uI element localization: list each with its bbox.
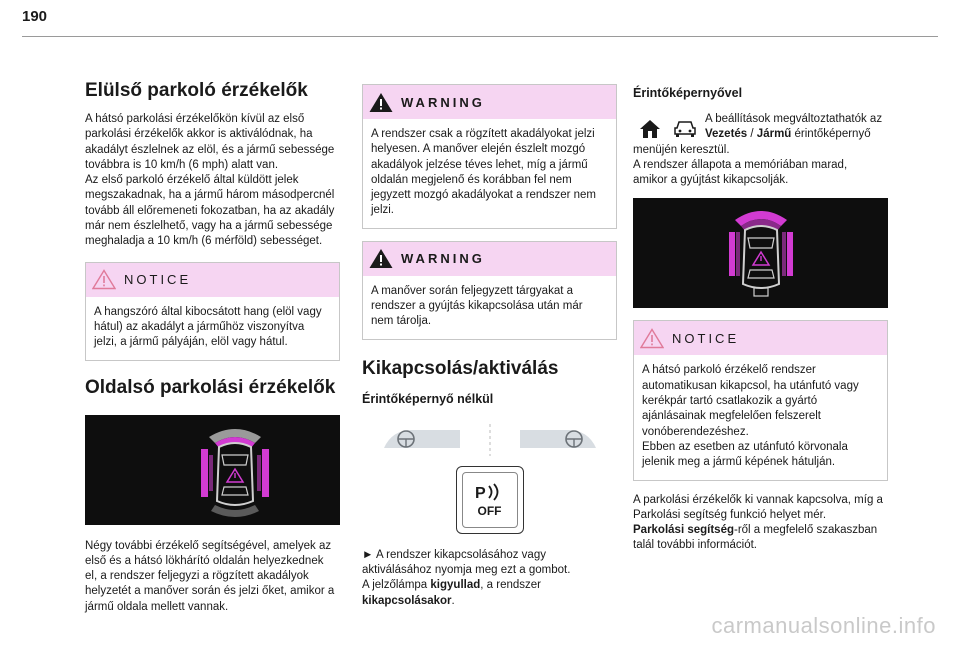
notice-box-2 <box>633 320 888 480</box>
warning-title-2: WARNING <box>401 251 485 267</box>
subheading-touchscreen: Érintőképernyővel <box>633 86 743 100</box>
car-icon <box>673 118 697 138</box>
home-icon <box>639 118 661 140</box>
notice-body: A hangszóró által kibocsátott hang (elöl vagy hátul) az akadályt a járműhöz viszonyítva jelzi, a jármű pályáján, elöl vagy hátul. <box>94 305 322 349</box>
steering-wheel-icons <box>362 424 617 456</box>
watermark: carmanualsonline.info <box>711 613 936 638</box>
svg-text:P: P <box>474 484 486 502</box>
warning-title-1: WARNING <box>401 94 485 110</box>
dashboard-left-icon <box>382 424 462 452</box>
heading-side-sensors: Oldalsó parkolási érzékelők <box>85 376 336 398</box>
divider-icon <box>488 424 492 456</box>
notice-body-2: A hátsó parkoló érzékelő rendszer automatikusan kikapcsol, ha utánfutó vagy kerékpár tartó csatlakozik a gyártó ajánlásainak megfelelően felszerelt vonóberendezéshez. Ebben az esetben az utánfutó körvonala jelenik meg a jármű képének hátulján. <box>642 364 859 469</box>
column-1 <box>85 80 340 615</box>
notice-triangle-icon <box>640 328 664 349</box>
heading-deactivation: Kikapcsolás/aktiválás <box>362 357 559 379</box>
settings-text-top: A beállítások megváltoztathatók az Vezetés / Jármű érintőképernyő <box>705 113 883 141</box>
settings-text: menüjén keresztül. A rendszer állapota a memóriában marad, amikor a gyújtást kikapcsolják. <box>633 143 848 187</box>
warning-triangle-icon <box>369 248 393 269</box>
notice-box-1 <box>85 262 340 361</box>
warning-box-1 <box>362 84 617 229</box>
header-rule <box>22 36 938 37</box>
side-sensors-illustration <box>85 415 340 525</box>
touchscreen-illustration <box>633 198 888 308</box>
car-top-view-icon <box>195 421 275 521</box>
side-sensors-text: Négy további érzékelő segítségével, amelyek az első és a hátsó lökhárító oldalán helyezkednek el, a rendszer feljegyzi a rögzített akadályok helyzetét a manőver során és jelzi őket, amikor a jármű oldala mellett vannak. <box>85 539 335 613</box>
column-2 <box>362 84 617 609</box>
heading-front-sensors: Elülső parkoló érzékelők <box>85 80 308 101</box>
warning-header-1 <box>363 85 616 119</box>
warning-box-2 <box>362 241 617 340</box>
dashboard-right-icon <box>518 424 598 452</box>
notice-title-2: NOTICE <box>672 330 740 346</box>
warning-header-2 <box>363 242 616 276</box>
warning-body-1: A rendszer csak a rögzített akadályokat jelzi helyesen. A manőver elején észlelt mozgó akadályok jelzése téves lehet, míg a jármű oldalán megjelenő és korábban fel nem jegyzett mozgó akadályokat a rendszer nem jelzi. <box>371 128 597 217</box>
park-assist-text: A parkolási érzékelők ki vannak kapcsolva, míg a Parkolási segítség funkció helyet mér. Parkolási segítség-ről a megfelelő szakaszban talál további információt. <box>633 493 883 552</box>
notice-header-2 <box>634 321 887 355</box>
page-number: 190 <box>22 8 48 25</box>
front-sensors-text: A hátsó parkolási érzékelőkön kívül az első parkolási érzékelők akkor is aktiválódnak, ha akadályt észlelnek az elöl, és a jármű sebessége továbbra is 10 km/h (6 mph) alatt van. Az első parkoló érzékelő által küldött jelek megszakadnak, ha a jármű három másodpercnél tovább áll előremeneti fokozatban, ha az akadály már nem észlelhető, vagy ha a jármű sebessége meghaladja a 10 km/h (6 mérföld) sebességet. <box>85 113 335 248</box>
deactivation-text: ► A rendszer kikapcsolásához vagy aktiválásához nyomja meg ezt a gombot. A jelzőlámpa kigyullad, a rendszer kikapcsolásakor. <box>362 548 571 607</box>
park-sensors-off-button[interactable] <box>456 466 524 534</box>
warning-body-2: A manőver során feljegyzett tárgyakat a rendszer a gyújtás kikapcsolása után már nem tárolja. <box>371 284 583 328</box>
column-3 <box>633 86 888 554</box>
park-sensor-icon <box>473 482 507 502</box>
car-sensor-display-icon <box>723 202 799 306</box>
notice-header <box>86 263 339 297</box>
notice-title: NOTICE <box>124 272 192 288</box>
off-label: OFF <box>477 503 502 518</box>
notice-triangle-icon <box>92 269 116 290</box>
settings-row <box>633 112 888 143</box>
warning-triangle-icon <box>369 92 393 113</box>
subheading-no-touchscreen: Érintőképernyő nélkül <box>362 391 494 406</box>
